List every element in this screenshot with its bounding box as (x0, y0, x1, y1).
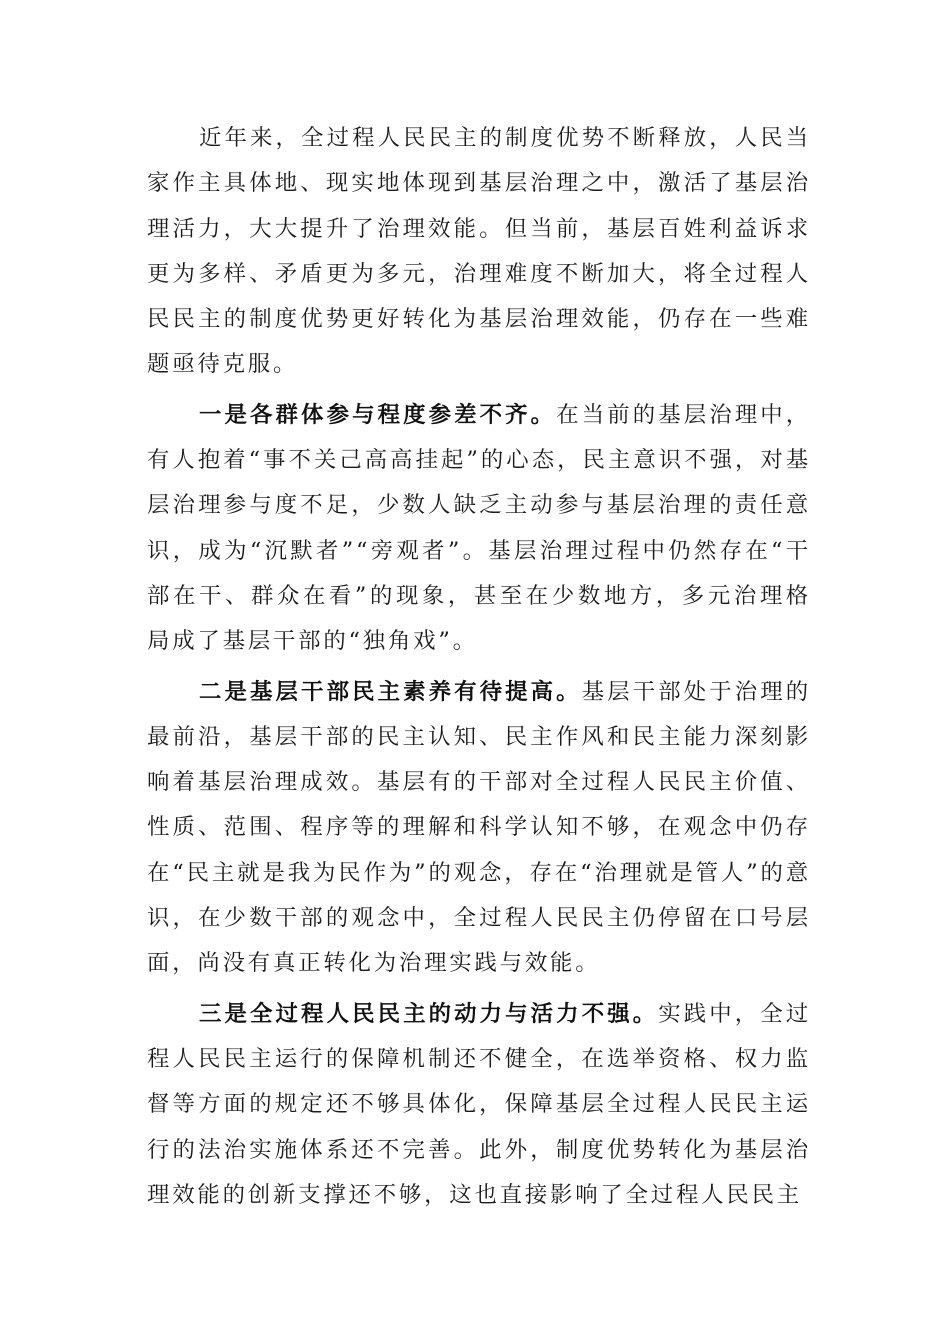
point-three-body: 实践中，全过程人民民主运行的保障机制还不健全，在选举资格、权力监督等方面的规定还不够具体化，保障基层全过程人民民主运行的法治实施体系还不完善。此外，制度优势转化为基层治理效能的创新支撑还不够，这也直接影响了全过程人民民主 (147, 1000, 811, 1208)
document-page (147, 116, 811, 1223)
intro-text: 近年来，全过程人民民主的制度优势不断释放，人民当家作主具体地、现实地体现到基层治理之中，激活了基层治理活力，大大提升了治理效能。但当前，基层百姓利益诉求更为多样、矛盾更为多元，治理难度不断加大，将全过程人民民主的制度优势更好转化为基层治理效能，仍存在一些难题亟待克服。 (147, 125, 811, 378)
point-one-paragraph (147, 393, 811, 665)
point-three-heading: 三是全过程人民民主的动力与活力不强。 (199, 1000, 659, 1027)
intro-paragraph (147, 116, 811, 388)
point-two-paragraph (147, 670, 811, 987)
point-one-heading: 一是各群体参与程度参差不齐。 (199, 401, 557, 428)
point-three-paragraph (147, 992, 811, 1218)
point-one-body: 在当前的基层治理中，有人抱着“事不关己高高挂起”的心态，民主意识不强，对基层治理参与度不足，少数人缺乏主动参与基层治理的责任意识，成为“沉默者”“旁观者”。基层治理过程中仍然存在“干部在干、群众在看”的现象，甚至在少数地方，多元治理格局成了基层干部的“独角戏”。 (147, 401, 811, 655)
point-two-heading: 二是基层干部民主素养有待提高。 (199, 678, 582, 705)
point-two-body: 基层干部处于治理的最前沿，基层干部的民主认知、民主作风和民主能力深刻影响着基层治理成效。基层有的干部对全过程人民民主价值、性质、范围、程序等的理解和科学认知不够，在观念中仍存在“民主就是我为民作为”的观念，存在“治理就是管人”的意识，在少数干部的观念中，全过程人民民主仍停留在口号层面，尚没有真正转化为治理实践与效能。 (147, 678, 812, 977)
